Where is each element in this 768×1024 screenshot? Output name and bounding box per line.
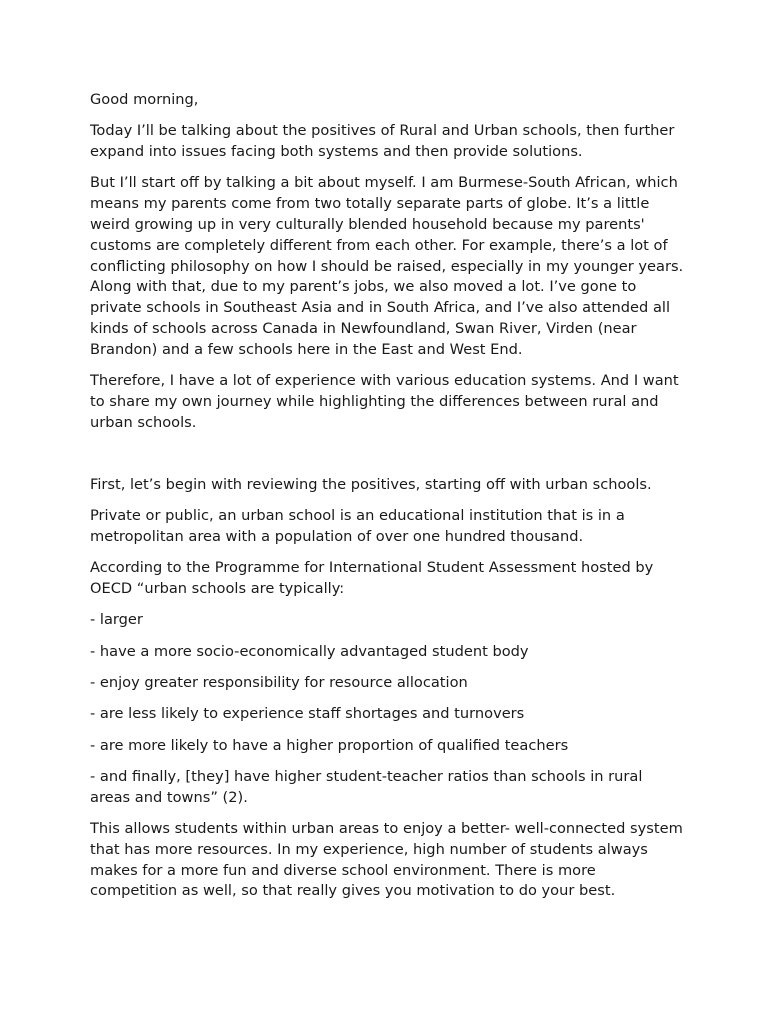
list-item-larger: - larger bbox=[90, 611, 143, 629]
intro-paragraph-experience: Therefore, I have a lot of experience with various education systems. And I want to share my own journey while highlighting the differences between rural and urban schools. bbox=[90, 372, 679, 431]
list-item-advantaged: - have a more socio-economically advantaged student body bbox=[90, 642, 529, 660]
intro-paragraph-topics: Today I’ll be talking about the positives of Rural and Urban schools, then further expand into issues facing both systems and then provide solutions. bbox=[90, 122, 675, 161]
intro-paragraph-background: But I’ll start off by talking a bit about myself. I am Burmese-South African, which means my parents come from two totally separate parts of globe. It’s a little weird growing up in very culturally blended household because my parents' customs are completely different from each other. For example, there’s a lot of conflicting philosophy on how I should be raised, especially in my younger years. Along with that, due to my parent’s jobs, we also moved a lot. I’ve gone to private schools in Southeast Asia and in South Africa, and I’ve also attended all kinds of schools across Canada in Newfoundland, Swan River, Virden (near Brandon) and a few schools here in the East and West End. bbox=[90, 174, 684, 358]
body-paragraph-quote-intro: According to the Programme for International Student Assessment hosted by OECD “urban schools are typically: bbox=[90, 559, 654, 598]
greeting-paragraph: Good morning, bbox=[90, 91, 199, 108]
document-body bbox=[90, 90, 685, 913]
list-item-staff: - are less likely to experience staff shortages and turnovers bbox=[90, 705, 525, 723]
body-paragraph-positives: First, let’s begin with reviewing the positives, starting off with urban schools. bbox=[90, 475, 652, 493]
closing-paragraph: This allows students within urban areas to enjoy a better- well-connected system that has more resources. In my experience, high number of students always makes for a more fun and diverse school environment. There is more competition as well, so that really gives you motivation to do your best. bbox=[90, 820, 683, 900]
list-item-teachers: - are more likely to have a higher proportion of qualified teachers bbox=[90, 736, 569, 754]
list-item-resources: - enjoy greater responsibility for resource allocation bbox=[90, 674, 468, 692]
list-item-ratios: - and finally, [they] have higher student-teacher ratios than schools in rural areas and towns” (2). bbox=[90, 767, 643, 806]
body-paragraph-definition: Private or public, an urban school is an educational institution that is in a metropolitan area with a population of over one hundred thousand. bbox=[90, 507, 625, 546]
paragraph-gap bbox=[90, 444, 685, 475]
